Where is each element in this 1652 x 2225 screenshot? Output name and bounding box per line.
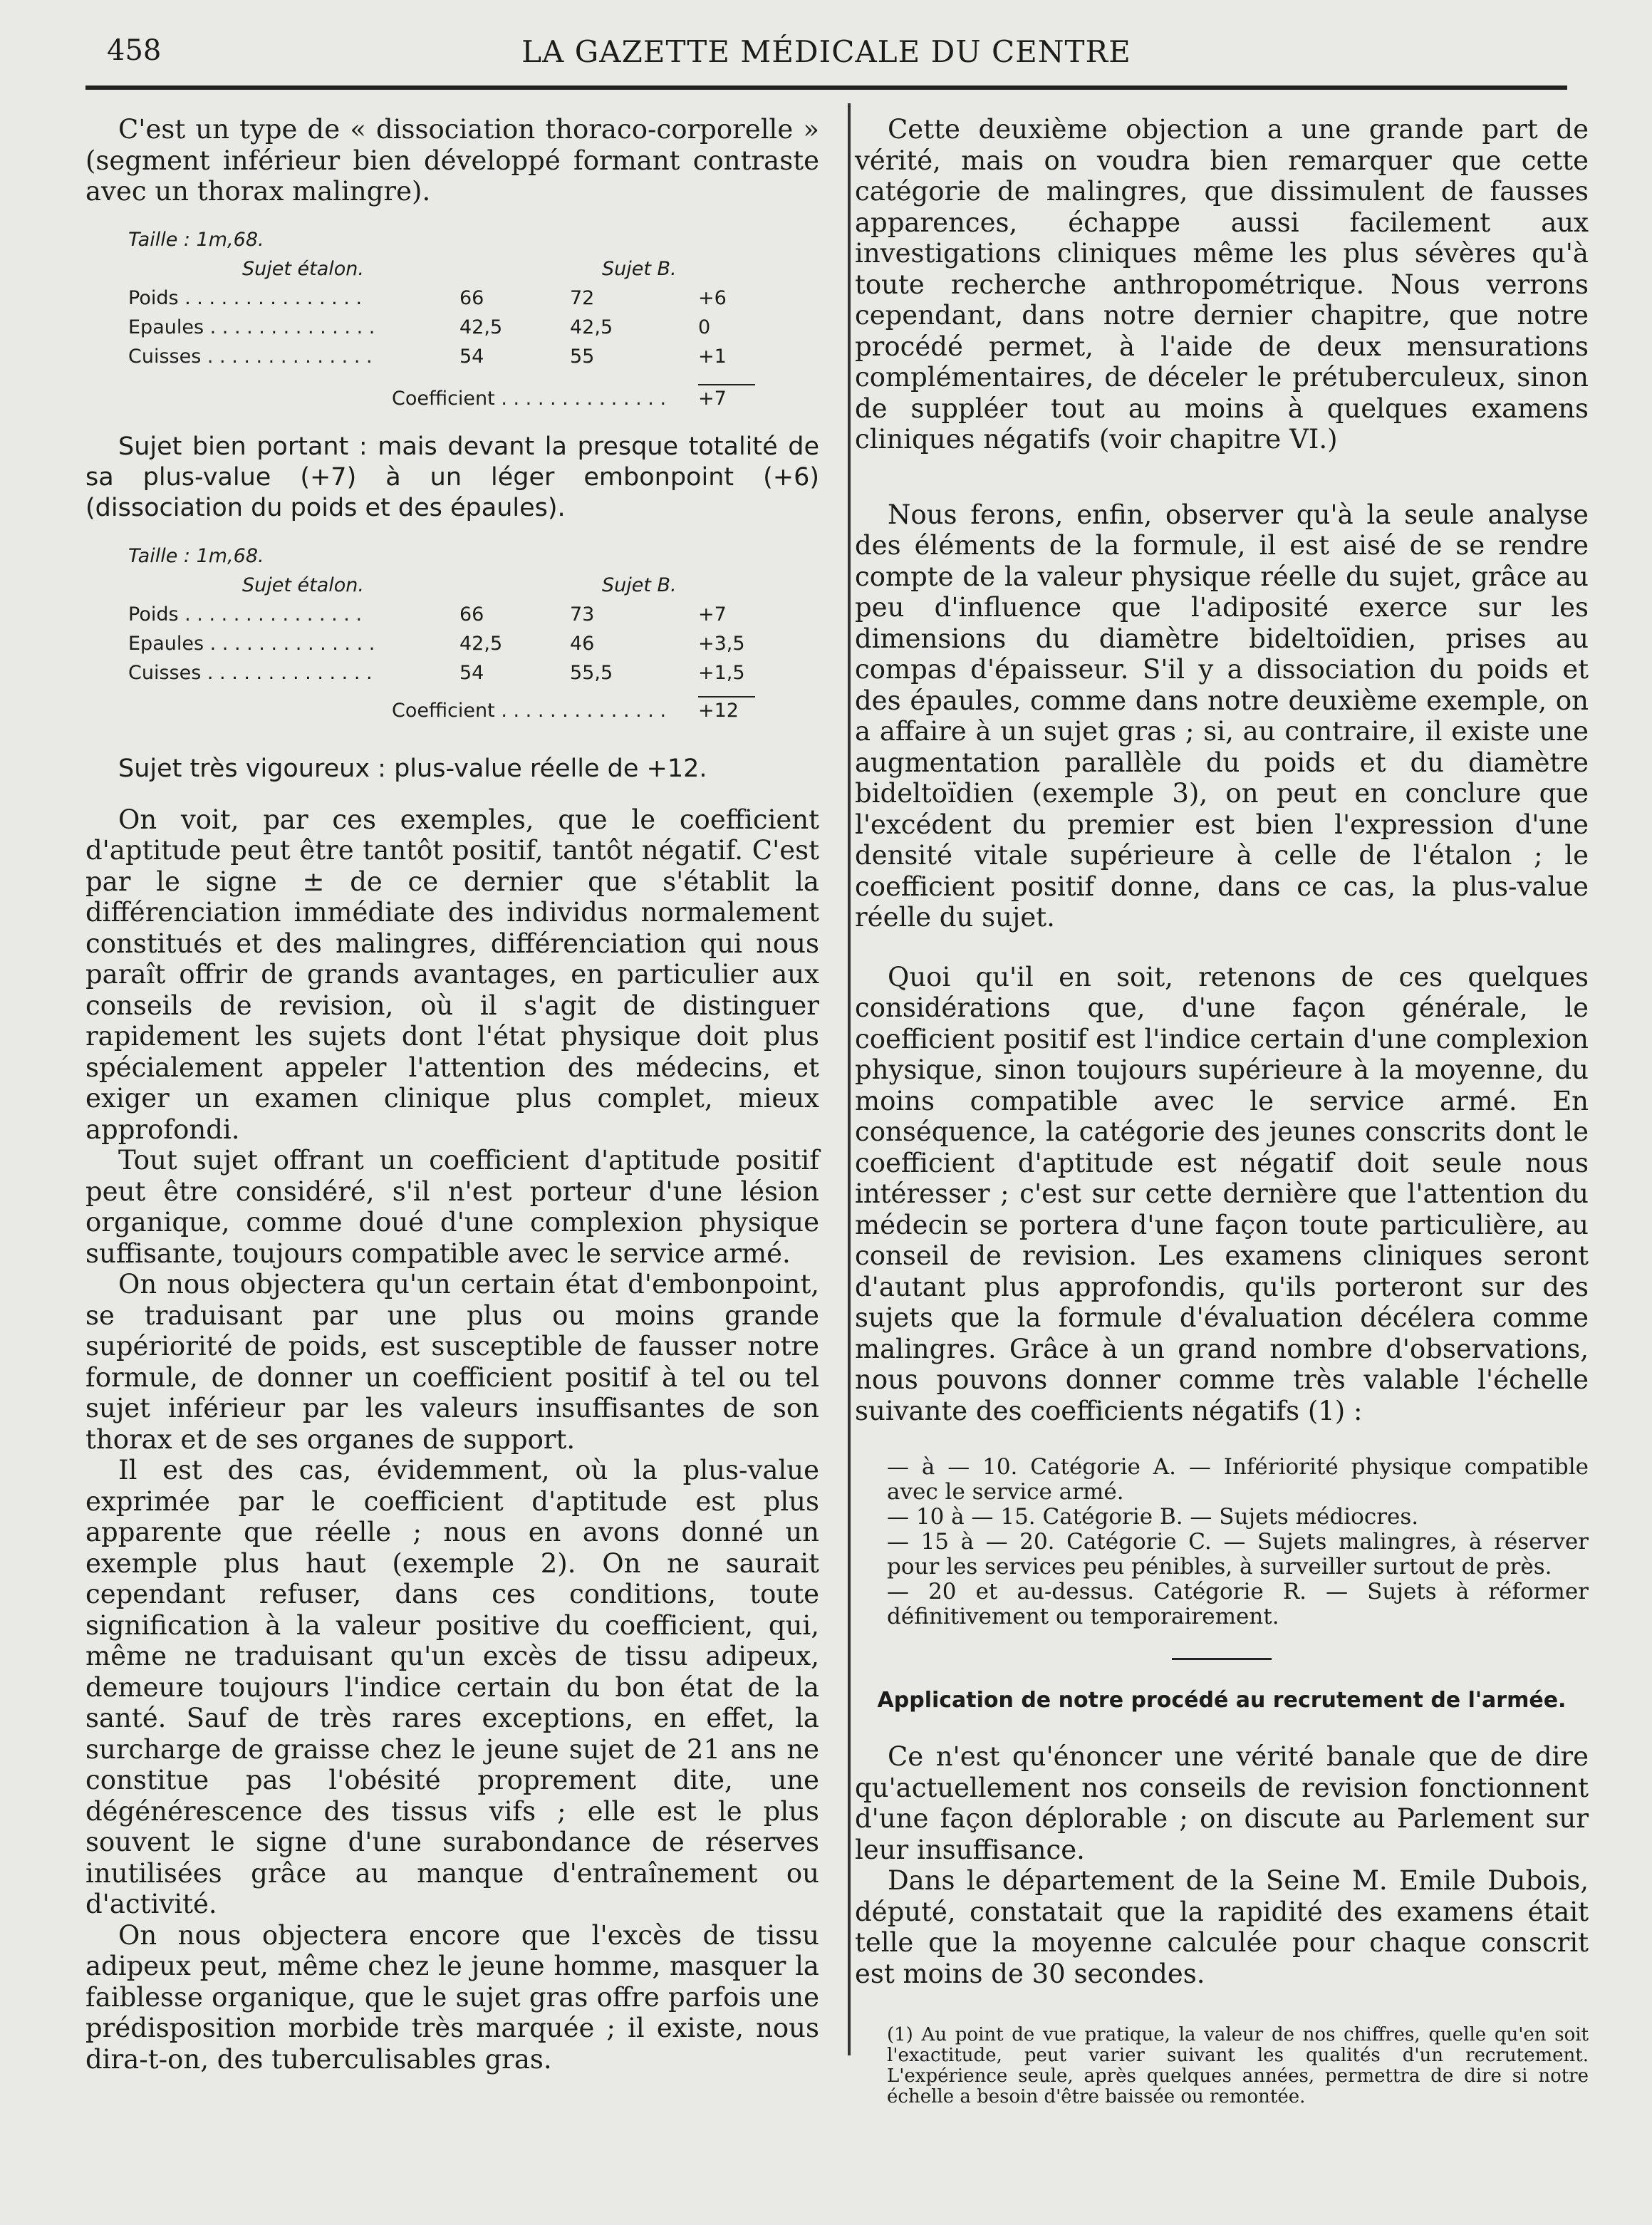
- row-etalon: 54: [459, 345, 484, 368]
- row-diff: +3,5: [698, 632, 745, 655]
- row-etalon: 54: [459, 661, 484, 684]
- coefficient-row: [128, 696, 819, 725]
- right-column: [855, 114, 1589, 2107]
- category-item: — 10 à — 15. Catégorie B. — Sujets médiocres.: [887, 1504, 1419, 1530]
- left-column: [85, 114, 819, 2075]
- row-sujet: 42,5: [570, 316, 613, 338]
- row-label: Epaules . . . . . . . . . . . . . .: [128, 632, 375, 655]
- paragraph: Sujet bien portant : mais devant la presque totalité de sa plus-value (+7) à un léger embonpoint (+6) (dissociation du poids et des épaules).: [85, 432, 819, 522]
- coefficient-value: +7: [698, 387, 727, 410]
- measurement-table-1: [128, 225, 819, 413]
- category-list: [887, 1455, 1589, 1629]
- paragraph: Nous ferons, enfin, observer qu'à la seule analyse des éléments de la formule, il est aisé de se rendre compte de la valeur physique réelle du sujet, grâce au peu d'influence que l'adiposité exerce sur les dimensions du diamètre bideltoïdien, prises au compas d'épaisseur. S'il y a dissociation du poids et des épaules, comme dans notre deuxième exemple, on a affaire à un sujet gras ; si, au contraire, il existe une augmentation parallèle du poids et du diamètre bideltoïdien (exemple 3), on peut en conclure que l'excédent du premier est bien l'expression d'une densité vitale supérieure à celle de l'étalon ; le coefficient positif donne, dans ce cas, la plus-value réelle du sujet.: [855, 499, 1589, 933]
- paragraph: Dans le département de la Seine M. Emile Dubois, député, constatait que la rapidité des examens était telle que la moyenne calculée pour chaque conscrit est moins de 30 secondes.: [855, 1865, 1589, 1989]
- paragraph: Il est des cas, évidemment, où la plus-value exprimée par le coefficient d'aptitude est plus apparente que réelle ; nous en avons donné un exemple plus haut (exemple 2). On ne saurait cependant refuser, dans ces conditions, toute signification à la valeur positive du coefficient, qui, même ne traduisant qu'un excès de tissu adipeux, demeure toujours l'indice certain du bon état de la santé. Sauf de très rares exceptions, en effet, la surcharge de graisse chez le jeune sujet de 21 ans ne constitue pas l'obésité proprement dite, une dégénérescence des tissus vifs ; elle est le plus souvent le signe d'une surabondance de réserves inutilisées grâce au manque d'entraînement ou d'activité.: [85, 1455, 819, 1919]
- row-label: Epaules . . . . . . . . . . . . . .: [128, 316, 375, 338]
- row-diff: +1: [698, 345, 727, 368]
- table-row: [128, 313, 819, 342]
- paragraph: Cette deuxième objection a une grande part de vérité, mais on voudra bien remarquer que cette catégorie de malingres, que dissimulent de fausses apparences, échappe aussi facilement aux investigations cliniques même les plus sévères qu'à toute recherche anthropométrique. Nous verrons cependant, dans notre dernier chapitre, que notre procédé permet, à l'aide de deux mensurations complémentaires, de déceler le prétuberculeux, sinon de suppléer tout au moins à quelques examens cliniques négatifs (voir chapitre VI.): [855, 114, 1589, 455]
- coefficient-label: Coefficient . . . . . . . . . . . . . .: [392, 387, 667, 410]
- paragraph: C'est un type de « dissociation thoraco-corporelle » (segment inférieur bien développé formant contraste avec un thorax malingre).: [85, 114, 819, 207]
- row-etalon: 66: [459, 603, 484, 626]
- table-header: [128, 254, 819, 284]
- journal-title: LA GAZETTE MÉDICALE DU CENTRE: [521, 34, 1131, 69]
- row-label: Poids . . . . . . . . . . . . . . .: [128, 603, 363, 626]
- row-label: Poids . . . . . . . . . . . . . . .: [128, 286, 363, 309]
- paragraph: Ce n'est qu'énoncer une vérité banale que de dire qu'actuellement nos conseils de revision fonctionnent d'une façon déplorable ; on discute au Parlement sur leur insuffisance.: [855, 1741, 1589, 1865]
- header-rule: [85, 85, 1567, 90]
- coefficient-label: Coefficient . . . . . . . . . . . . . .: [392, 699, 667, 722]
- paragraph: Quoi qu'il en soit, retenons de ces quelques considérations que, d'une façon générale, le coefficient positif est l'indice certain d'une complexion physique, sinon toujours supérieure à la moyenne, du moins compatible avec le service armé. En conséquence, la catégorie des jeunes conscrits dont le coefficient d'aptitude est négatif doit seule nous intéresser ; c'est sur cette dernière que l'attention du médecin se portera d'une façon toute particulière, au conseil de revision. Les examens cliniques seront d'autant plus approfondis, qu'ils porteront sur des sujets que la formule d'évaluation décélera comme malingres. Grâce à un grand nombre d'observations, nous pouvons donner comme très valable l'échelle suivante des coefficients négatifs (1) :: [855, 961, 1589, 1426]
- header-sujet: Sujet B.: [602, 574, 677, 596]
- row-sujet: 73: [570, 603, 595, 626]
- paragraph: On nous objectera qu'un certain état d'embonpoint, se traduisant par une plus ou moins grande supériorité de poids, est susceptible de fausser notre formule, de donner un coefficient positif à tel ou tel sujet inférieur par les valeurs insuffisantes de son thorax et de ses organes de support.: [85, 1269, 819, 1455]
- row-sujet: 46: [570, 632, 595, 655]
- row-diff: +6: [698, 286, 727, 309]
- table-row: [128, 284, 819, 313]
- row-etalon: 42,5: [459, 316, 503, 338]
- table-height: Taille : 1m,68.: [128, 228, 264, 251]
- row-diff: +7: [698, 603, 727, 626]
- paragraph: Tout sujet offrant un coefficient d'aptitude positif peut être considéré, s'il n'est porteur d'une lésion organique, comme doué d'une complexion physique suffisante, toujours compatible avec le service armé.: [85, 1145, 819, 1269]
- section-rule: [1172, 1658, 1272, 1660]
- measurement-table-2: [128, 541, 819, 725]
- row-label: Cuisses . . . . . . . . . . . . . .: [128, 345, 373, 368]
- section-title: Application de notre procédé au recrutement de l'armée.: [877, 1688, 1567, 1713]
- row-sujet: 55: [570, 345, 595, 368]
- coefficient-value: +12: [698, 699, 739, 722]
- row-etalon: 66: [459, 286, 484, 309]
- header-etalon: Sujet étalon.: [242, 574, 364, 596]
- coefficient-row: [128, 384, 819, 413]
- paragraph: On nous objectera encore que l'excès de tissu adipeux peut, même chez le jeune homme, masquer la faiblesse organique, que le sujet gras offre parfois une prédisposition morbide très marquée ; il existe, nous dira-t-on, des tuberculisables gras.: [85, 1919, 819, 2075]
- table-row: [128, 658, 819, 688]
- row-diff: 0: [698, 316, 711, 338]
- row-diff: +1,5: [698, 661, 745, 684]
- page-header: [85, 28, 1567, 78]
- row-etalon: 42,5: [459, 632, 503, 655]
- category-item: — 20 et au-dessus. Catégorie R. — Sujets à réformer définitivement ou temporairement.: [887, 1579, 1589, 1629]
- header-sujet: Sujet B.: [602, 257, 677, 280]
- table-height: Taille : 1m,68.: [128, 544, 264, 567]
- row-label: Cuisses . . . . . . . . . . . . . .: [128, 661, 373, 684]
- category-item: — à — 10. Catégorie A. — Infériorité physique compatible avec le service armé.: [887, 1454, 1589, 1505]
- paragraph: Sujet très vigoureux : plus-value réelle de +12.: [118, 754, 707, 783]
- category-item: — 15 à — 20. Catégorie C. — Sujets malingres, à réserver pour les services peu pénibles, à surveiller surtout de près.: [887, 1529, 1589, 1580]
- page-number: 458: [107, 34, 162, 67]
- table-header: [128, 571, 819, 600]
- footnote: (1) Au point de vue pratique, la valeur de nos chiffres, quelle qu'en soit l'exactitude, peut varier suivant les qualités d'un recrutement. L'expérience seule, après quelques années, permettra de dire si notre échelle a besoin d'être baissée ou remontée.: [887, 2024, 1589, 2107]
- table-row: [128, 342, 819, 371]
- paragraph: On voit, par ces exemples, que le coefficient d'aptitude peut être tantôt positif, tantôt négatif. C'est par le signe ± de ce dernier que s'établit la différenciation immédiate des individus normalement constitués et des malingres, différenciation qui nous paraît offrir de grands avantages, en particulier aux conseils de revision, où il s'agit de distinguer rapidement les sujets dont l'état physique doit plus spécialement appeler l'attention des médecins, et exiger un examen clinique plus complet, mieux approfondi.: [85, 804, 819, 1145]
- column-divider: [848, 103, 851, 2055]
- header-etalon: Sujet étalon.: [242, 257, 364, 280]
- table-row: [128, 600, 819, 629]
- table-row: [128, 629, 819, 658]
- row-sujet: 72: [570, 286, 595, 309]
- row-sujet: 55,5: [570, 661, 613, 684]
